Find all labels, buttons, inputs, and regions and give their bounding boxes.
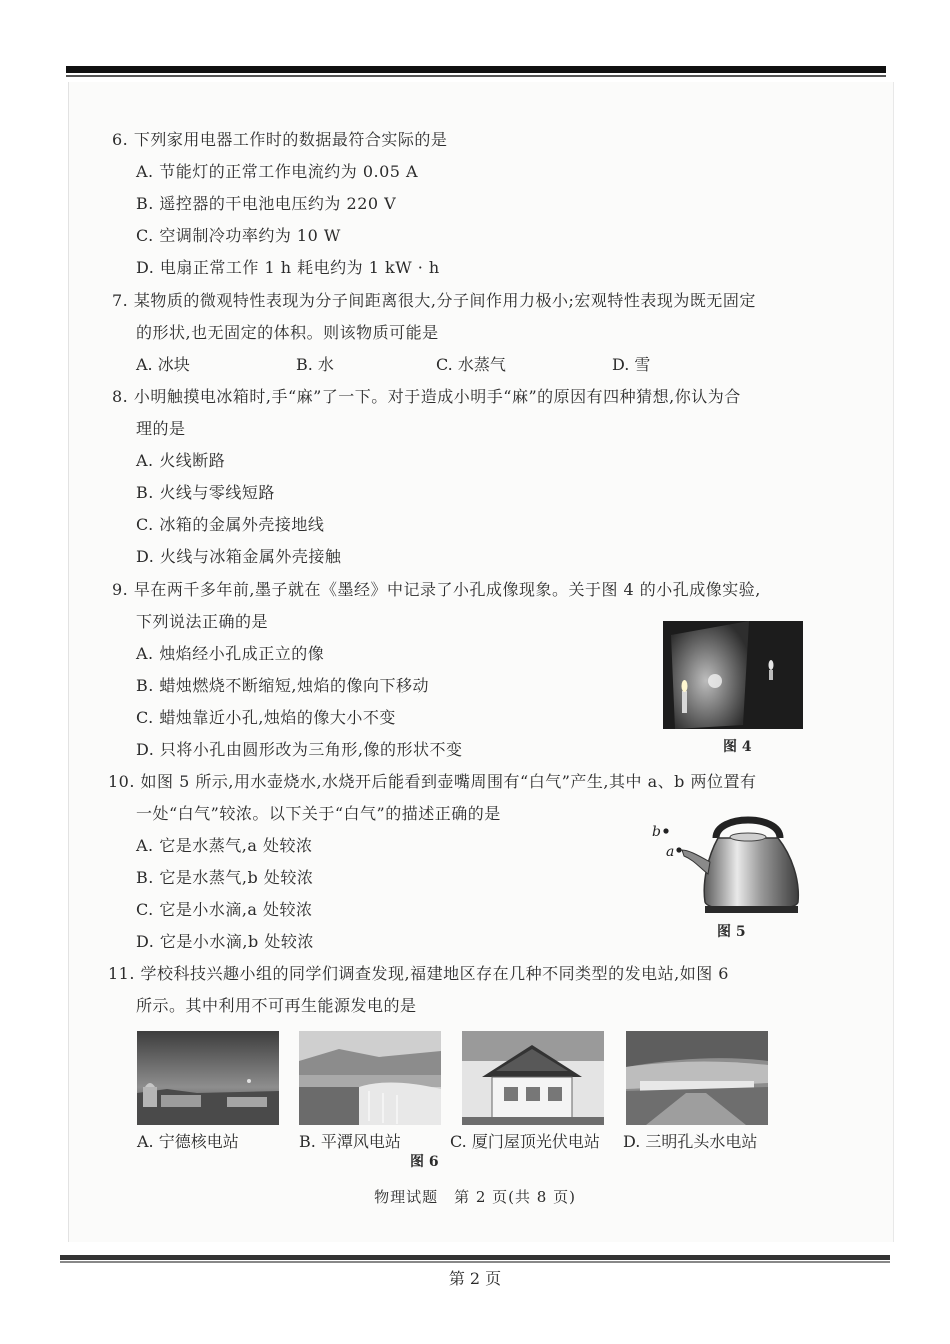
q10-option-d: D. 它是小水滴,b 处较浓: [136, 932, 314, 951]
figure-4-pinhole-photo: [663, 621, 803, 729]
q9-option-b: B. 蜡烛燃烧不断缩短,烛焰的像向下移动: [136, 676, 430, 695]
figure-5-caption: 图 5: [717, 924, 746, 940]
figure-4-caption: 图 4: [723, 739, 752, 755]
q9-stem-2: 下列说法正确的是: [136, 612, 269, 631]
q10-stem-1: 10. 如图 5 所示,用水壶烧水,水烧开后能看到壶嘴周围有“白气”产生,其中 a、b 两位置有: [108, 772, 757, 791]
q8-option-b: B. 火线与零线短路: [136, 483, 275, 502]
photo-caption-d: D. 三明孔头水电站: [623, 1132, 758, 1151]
q6-option-d: D. 电扇正常工作 1 h 耗电约为 1 kW · h: [136, 258, 440, 277]
photo-caption-a: A. 宁德核电站: [137, 1132, 239, 1151]
q10-option-c: C. 它是小水滴,a 处较浓: [136, 900, 313, 919]
q10-option-a: A. 它是水蒸气,a 处较浓: [136, 836, 313, 855]
q6-option-c: C. 空调制冷功率约为 10 W: [136, 226, 341, 245]
q11-stem-1: 11. 学校科技兴趣小组的同学们调查发现,福建地区存在几种不同类型的发电站,如图 6: [108, 964, 729, 983]
q7-option-d: D. 雪: [612, 355, 651, 374]
q6-stem: 6. 下列家用电器工作时的数据最符合实际的是: [112, 130, 448, 149]
q6-option-b: B. 遥控器的干电池电压约为 220 V: [136, 194, 397, 213]
q7-option-b: B. 水: [296, 355, 334, 374]
q7-option-c: C. 水蒸气: [436, 355, 506, 374]
page-number: 第 2 页: [448, 1269, 502, 1288]
q11-stem-2: 所示。其中利用不可再生能源发电的是: [136, 996, 417, 1015]
kettle-label-b: b: [652, 824, 661, 840]
q8-option-d: D. 火线与冰箱金属外壳接触: [136, 547, 342, 566]
q8-stem-1: 8. 小明触摸电冰箱时,手“麻”了一下。对于造成小明手“麻”的原因有四种猜想,你认为合: [112, 387, 741, 406]
q8-option-c: C. 冰箱的金属外壳接地线: [136, 515, 325, 534]
q7-stem-1: 7. 某物质的微观特性表现为分子间距离很大,分子间作用力极小;宏观特性表现为既无固定: [112, 291, 756, 310]
q7-stem-2: 的形状,也无固定的体积。则该物质可能是: [136, 323, 439, 342]
photo-caption-b: B. 平潭风电站: [299, 1132, 401, 1151]
photo-caption-c: C. 厦门屋顶光伏电站: [450, 1132, 600, 1151]
q6-option-a: A. 节能灯的正常工作电流约为 0.05 A: [136, 162, 419, 181]
q9-option-a: A. 烛焰经小孔成正立的像: [136, 644, 325, 663]
exam-page-footer: 物理试题 第 2 页(共 8 页): [374, 1188, 576, 1206]
top-rule-thin: [66, 75, 886, 77]
bottom-rule: [60, 1255, 890, 1260]
q9-option-d: D. 只将小孔由圆形改为三角形,像的形状不变: [136, 740, 463, 759]
q9-stem-1: 9. 早在两千多年前,墨子就在《墨经》中记录了小孔成像现象。关于图 4 的小孔成像实验,: [112, 580, 761, 599]
top-rule: [66, 66, 886, 73]
kettle-label-a: a: [666, 844, 675, 860]
figure-5-kettle-drawing: [650, 810, 805, 918]
q9-option-c: C. 蜡烛靠近小孔,烛焰的像大小不变: [136, 708, 396, 727]
photo-solar-rooftop: [462, 1031, 604, 1125]
q8-option-a: A. 火线断路: [136, 451, 226, 470]
photo-wind-station: [299, 1031, 441, 1125]
bottom-rule-thin: [60, 1261, 890, 1263]
q7-option-a: A. 冰块: [136, 355, 190, 374]
q10-option-b: B. 它是水蒸气,b 处较浓: [136, 868, 314, 887]
q10-stem-2: 一处“白气”较浓。以下关于“白气”的描述正确的是: [136, 804, 501, 823]
q8-stem-2: 理的是: [136, 419, 186, 438]
photo-nuclear-station: [137, 1031, 279, 1125]
photo-hydro-station: [626, 1031, 768, 1125]
figure-6-caption: 图 6: [410, 1154, 439, 1170]
